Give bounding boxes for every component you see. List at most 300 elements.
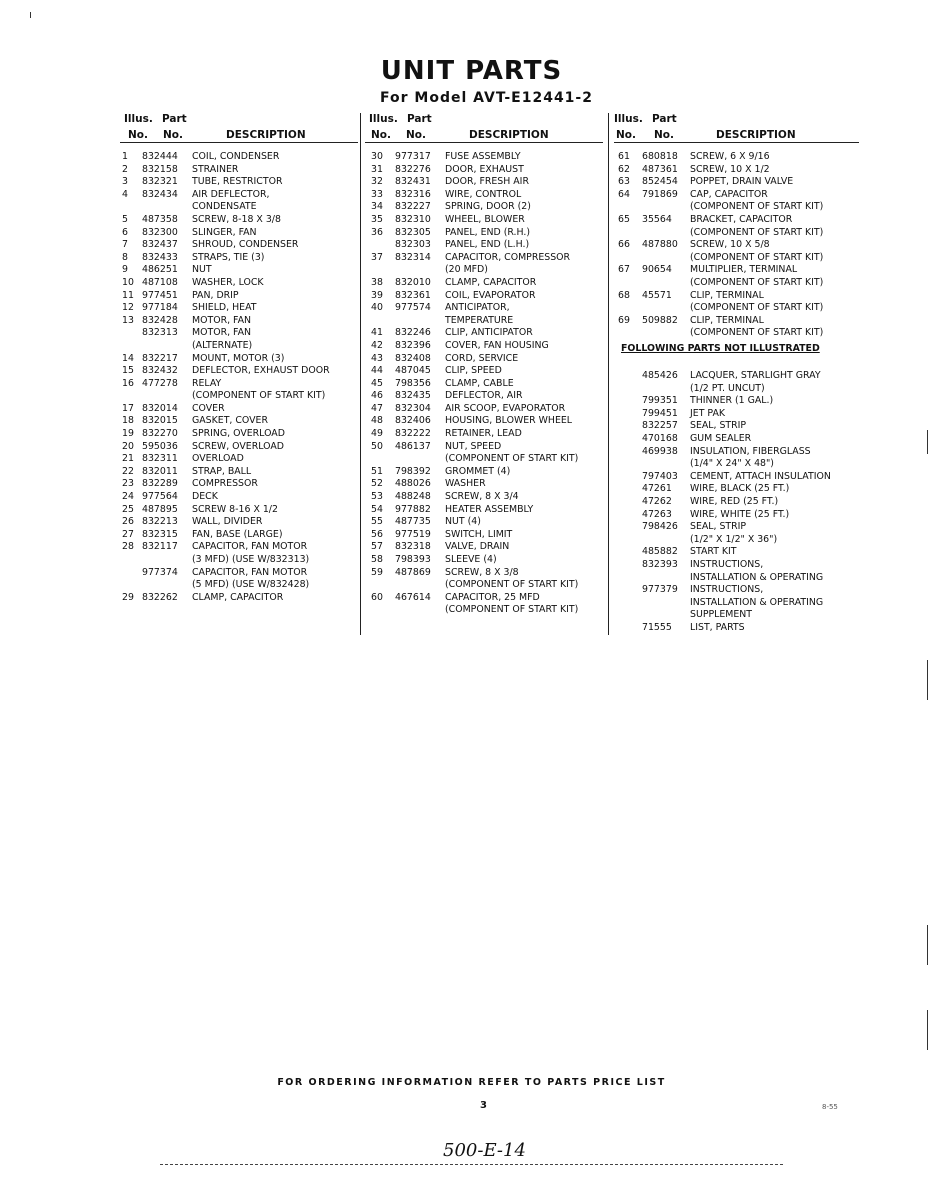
illus-number: 24	[122, 491, 134, 503]
illus-number: 1	[122, 151, 128, 162]
table-row	[614, 458, 859, 471]
part-number: 832305	[395, 226, 431, 238]
part-number: 832270	[142, 428, 178, 440]
table-row	[365, 227, 603, 240]
header-part-no: No.	[654, 129, 674, 141]
part-number: 488026	[395, 478, 431, 490]
part-description: (1/4" X 24" X 48")	[690, 458, 774, 470]
illus-number: 4	[122, 188, 128, 200]
part-number: 47262	[642, 495, 672, 507]
illus-number: 36	[371, 226, 383, 238]
part-description: DEFLECTOR, EXHAUST DOOR	[192, 365, 330, 377]
table-row	[614, 189, 859, 202]
illus-number: 34	[371, 201, 383, 213]
part-description: DEFLECTOR, AIR	[445, 390, 523, 402]
part-number: 832014	[142, 402, 178, 414]
part-description: INSULATION, FIBERGLASS	[690, 445, 811, 457]
part-description: (ALTERNATE)	[192, 339, 253, 351]
parts-rows	[365, 151, 603, 617]
illus-number: 33	[371, 188, 383, 200]
part-description: CORD, SERVICE	[445, 352, 519, 364]
illus-number: 10	[122, 276, 134, 288]
part-number: 487880	[642, 239, 678, 251]
part-number: 977574	[395, 302, 431, 314]
table-row	[614, 420, 859, 433]
part-number: 486137	[395, 440, 431, 452]
part-description: SPRING, DOOR (2)	[445, 201, 531, 213]
part-number: 798426	[642, 521, 678, 533]
part-description: DECK	[192, 491, 218, 503]
illus-number: 12	[122, 302, 134, 314]
part-description: CLAMP, CABLE	[445, 377, 514, 389]
table-row	[365, 302, 603, 315]
header-part-no: No.	[163, 129, 183, 141]
illus-number: 22	[122, 465, 134, 477]
part-number: 487358	[142, 213, 178, 225]
part-description: INSTALLATION & OPERATING	[690, 571, 824, 583]
bottom-dashed-rule	[160, 1164, 783, 1165]
table-row	[614, 597, 859, 610]
part-description: COVER, FAN HOUSING	[445, 339, 549, 351]
illus-number: 66	[618, 239, 630, 251]
illus-number: 17	[122, 402, 134, 414]
table-row	[614, 496, 859, 509]
illus-number: 8	[122, 251, 128, 263]
part-description: COIL, CONDENSER	[192, 151, 280, 162]
part-number: 470168	[642, 432, 678, 444]
table-row	[614, 408, 859, 421]
illus-number: 15	[122, 365, 134, 377]
header-illus: Illus.	[614, 113, 643, 125]
part-description: COVER	[192, 402, 225, 414]
table-row	[120, 378, 358, 391]
part-description: SLEEVE (4)	[445, 554, 497, 565]
table-row	[614, 584, 859, 597]
table-row	[614, 201, 859, 214]
illus-number: 2	[122, 163, 128, 175]
illus-number: 14	[122, 352, 134, 364]
illus-number: 3	[122, 176, 128, 188]
part-number: 977564	[142, 491, 178, 503]
part-number: 832257	[642, 420, 678, 432]
table-row	[365, 252, 603, 265]
illus-number: 29	[122, 591, 134, 603]
table-row	[365, 567, 603, 580]
table-row	[614, 264, 859, 277]
part-description: HEATER ASSEMBLY	[445, 503, 534, 515]
table-row	[365, 189, 603, 202]
table-row	[120, 315, 358, 328]
table-row	[614, 290, 859, 303]
table-row	[614, 521, 859, 534]
header-part: Part	[162, 113, 187, 125]
table-row	[365, 428, 603, 441]
illus-number: 50	[371, 440, 383, 452]
part-description: FUSE ASSEMBLY	[445, 151, 521, 162]
table-row	[614, 471, 859, 484]
part-description: INSTALLATION & OPERATING	[690, 596, 824, 608]
part-description: CAPACITOR, FAN MOTOR	[192, 541, 308, 553]
scan-mark	[30, 12, 31, 18]
illus-number: 39	[371, 289, 383, 301]
part-number: 487045	[395, 365, 431, 377]
part-number: 832314	[395, 251, 431, 263]
part-description: DOOR, EXHAUST	[445, 163, 524, 175]
part-description: WHEEL, BLOWER	[445, 213, 525, 225]
table-row	[365, 541, 603, 554]
part-number: 977374	[142, 566, 178, 578]
table-row	[120, 529, 358, 542]
illus-number: 27	[122, 528, 134, 540]
table-row	[120, 453, 358, 466]
table-row	[120, 428, 358, 441]
illus-number: 61	[618, 151, 630, 162]
part-number: 35564	[642, 213, 672, 225]
handwritten-note: 500-E-14	[443, 1140, 526, 1161]
header-part-no: No.	[406, 129, 426, 141]
illus-number: 13	[122, 314, 134, 326]
table-row	[120, 264, 358, 277]
table-row	[120, 403, 358, 416]
parts-rows	[614, 151, 859, 340]
part-number: 485426	[642, 370, 678, 381]
part-description: (1/2" X 1/2" X 36")	[690, 533, 778, 545]
part-description: AIR SCOOP, EVAPORATOR	[445, 402, 566, 414]
part-number: 832361	[395, 289, 431, 301]
part-number: 47261	[642, 483, 672, 495]
part-description: SCREW, 8 X 3/4	[445, 491, 519, 503]
part-number: 832117	[142, 541, 178, 553]
part-number: 832300	[142, 226, 178, 238]
illus-number: 16	[122, 377, 134, 389]
scan-mark	[927, 1010, 928, 1050]
table-row	[614, 433, 859, 446]
table-row	[365, 365, 603, 378]
part-description: LACQUER, STARLIGHT GRAY	[690, 370, 821, 381]
illus-number: 25	[122, 503, 134, 515]
illus-number: 26	[122, 516, 134, 528]
not-illustrated-heading: FOLLOWING PARTS NOT ILLUSTRATED	[621, 343, 820, 354]
part-number: 832315	[142, 528, 178, 540]
part-number: 798356	[395, 377, 431, 389]
table-row	[120, 164, 358, 177]
table-row	[120, 302, 358, 315]
illus-number: 48	[371, 415, 383, 427]
part-number: 832246	[395, 327, 431, 339]
table-row	[614, 214, 859, 227]
part-description: (COMPONENT OF START KIT)	[690, 302, 824, 314]
table-row	[120, 541, 358, 554]
part-description: (COMPONENT OF START KIT)	[445, 604, 579, 616]
part-number: 832444	[142, 151, 178, 162]
part-description: STRAINER	[192, 163, 239, 175]
column-header	[365, 113, 603, 143]
part-description: MOTOR, FAN	[192, 327, 252, 339]
part-description: COMPRESSOR	[192, 478, 258, 490]
part-description: (5 MFD) (USE W/832428)	[192, 579, 310, 591]
table-row	[120, 504, 358, 517]
part-number: 797403	[642, 470, 678, 482]
part-description: SCREW, 8 X 3/8	[445, 566, 519, 578]
table-row	[365, 353, 603, 366]
part-description: GASKET, COVER	[192, 415, 268, 427]
part-number: 977317	[395, 151, 431, 162]
table-row	[365, 491, 603, 504]
header-illus: Illus.	[369, 113, 398, 125]
part-description: LIST, PARTS	[690, 621, 745, 633]
illus-number: 6	[122, 226, 128, 238]
table-row	[120, 252, 358, 265]
part-description: DOOR, FRESH AIR	[445, 176, 529, 188]
part-number: 832010	[395, 276, 431, 288]
part-description: TEMPERATURE	[445, 314, 514, 326]
table-row	[614, 509, 859, 522]
table-row	[120, 151, 358, 164]
illus-number: 49	[371, 428, 383, 440]
part-number: 832428	[142, 314, 178, 326]
part-description: CLAMP, CAPACITOR	[192, 591, 284, 603]
part-description: GUM SEALER	[690, 432, 752, 444]
part-description: (COMPONENT OF START KIT)	[445, 579, 579, 591]
table-row	[365, 151, 603, 164]
corner-code: 8-55	[822, 1103, 838, 1111]
column-header	[614, 113, 859, 143]
part-number: 71555	[642, 621, 672, 633]
table-row	[365, 264, 603, 277]
part-description: ANTICIPATOR,	[445, 302, 510, 314]
part-number: 832262	[142, 591, 178, 603]
illus-number: 69	[618, 314, 630, 326]
part-number: 832227	[395, 201, 431, 213]
part-description: SCREW, 10 X 1/2	[690, 163, 770, 175]
table-row	[614, 164, 859, 177]
part-description: INSTRUCTIONS,	[690, 558, 764, 570]
table-row	[365, 378, 603, 391]
table-row	[614, 383, 859, 396]
part-description: PANEL, END (L.H.)	[445, 239, 530, 251]
part-description: MOUNT, MOTOR (3)	[192, 352, 285, 364]
illus-number: 9	[122, 264, 128, 276]
part-description: GROMMET (4)	[445, 465, 511, 477]
part-number: 487108	[142, 276, 178, 288]
part-number: 832437	[142, 239, 178, 251]
table-row	[365, 516, 603, 529]
table-row	[614, 572, 859, 585]
part-description: WIRE, WHITE (25 FT.)	[690, 508, 790, 520]
illus-number: 51	[371, 465, 383, 477]
illus-number: 21	[122, 453, 134, 465]
part-number: 832431	[395, 176, 431, 188]
illus-number: 67	[618, 264, 630, 276]
part-description: (COMPONENT OF START KIT)	[690, 201, 824, 213]
illus-number: 19	[122, 428, 134, 440]
illus-number: 32	[371, 176, 383, 188]
illus-number: 47	[371, 402, 383, 414]
part-number: 487361	[642, 163, 678, 175]
table-row	[365, 290, 603, 303]
illus-number: 38	[371, 276, 383, 288]
table-row	[120, 390, 358, 403]
part-number: 977451	[142, 289, 178, 301]
part-description: CAP, CAPACITOR	[690, 188, 768, 200]
illus-number: 53	[371, 491, 383, 503]
table-row	[614, 239, 859, 252]
illus-number: 40	[371, 302, 383, 314]
part-description: SHROUD, CONDENSER	[192, 239, 299, 251]
table-row	[120, 239, 358, 252]
table-row	[365, 201, 603, 214]
part-description: CAPACITOR, FAN MOTOR	[192, 566, 308, 578]
part-description: RETAINER, LEAD	[445, 428, 522, 440]
illus-number: 54	[371, 503, 383, 515]
part-number: 832433	[142, 251, 178, 263]
part-number: 977882	[395, 503, 431, 515]
illus-number: 45	[371, 377, 383, 389]
part-number: 977184	[142, 302, 178, 314]
part-description: (20 MFD)	[445, 264, 488, 276]
illus-number: 65	[618, 213, 630, 225]
part-number: 832313	[142, 327, 178, 339]
table-row	[365, 466, 603, 479]
part-description: WIRE, RED (25 FT.)	[690, 495, 779, 507]
part-number: 832316	[395, 188, 431, 200]
table-row	[365, 579, 603, 592]
part-description: SPRING, OVERLOAD	[192, 428, 285, 440]
part-number: 832289	[142, 478, 178, 490]
table-row	[120, 516, 358, 529]
part-description: CLIP, ANTICIPATOR	[445, 327, 533, 339]
table-row	[365, 529, 603, 542]
part-number: 509882	[642, 314, 678, 326]
part-description: RELAY	[192, 377, 222, 389]
illus-number: 55	[371, 516, 383, 528]
part-description: HOUSING, BLOWER WHEEL	[445, 415, 573, 427]
part-number: 832408	[395, 352, 431, 364]
parts-rows	[120, 151, 358, 604]
part-description: BRACKET, CAPACITOR	[690, 213, 793, 225]
illus-number: 46	[371, 390, 383, 402]
illus-number: 11	[122, 289, 134, 301]
part-description: OVERLOAD	[192, 453, 244, 465]
table-row	[614, 622, 859, 635]
table-row	[614, 395, 859, 408]
table-row	[120, 466, 358, 479]
part-description: THINNER (1 GAL.)	[690, 395, 774, 407]
header-description: DESCRIPTION	[226, 129, 306, 141]
table-row	[614, 483, 859, 496]
part-description: SCREW 8-16 X 1/2	[192, 503, 278, 515]
illus-number: 41	[371, 327, 383, 339]
part-description: WALL, DIVIDER	[192, 516, 263, 528]
part-description: AIR DEFLECTOR,	[192, 188, 270, 200]
table-row	[614, 176, 859, 189]
part-description: VALVE, DRAIN	[445, 541, 510, 553]
part-number: 90654	[642, 264, 672, 276]
table-row	[120, 227, 358, 240]
illus-number: 43	[371, 352, 383, 364]
table-row	[365, 176, 603, 189]
header-part: Part	[652, 113, 677, 125]
part-description: (3 MFD) (USE W/832313)	[192, 554, 310, 565]
part-description: CAPACITOR, 25 MFD	[445, 591, 540, 603]
table-row	[120, 290, 358, 303]
illus-number: 20	[122, 440, 134, 452]
part-description: PANEL, END (R.H.)	[445, 226, 531, 238]
illus-number: 23	[122, 478, 134, 490]
table-row	[120, 478, 358, 491]
header-rule	[614, 142, 859, 143]
table-row	[365, 239, 603, 252]
table-row	[365, 315, 603, 328]
part-number: 832321	[142, 176, 178, 188]
part-number: 45571	[642, 289, 672, 301]
part-number: 47263	[642, 508, 672, 520]
part-number: 799351	[642, 395, 678, 407]
scan-mark	[927, 925, 928, 965]
part-number: 487735	[395, 516, 431, 528]
part-number: 852454	[642, 176, 678, 188]
part-description: SCREW, 8-18 X 3/8	[192, 213, 281, 225]
part-number: 832303	[395, 239, 431, 251]
table-row	[365, 327, 603, 340]
column-divider	[360, 113, 361, 635]
part-number: 977519	[395, 528, 431, 540]
part-description: SWITCH, LIMIT	[445, 528, 513, 540]
part-description: CLAMP, CAPACITOR	[445, 276, 537, 288]
illus-number: 28	[122, 541, 134, 553]
table-row	[365, 504, 603, 517]
part-number: 832015	[142, 415, 178, 427]
header-illus: Illus.	[124, 113, 153, 125]
part-description: (COMPONENT OF START KIT)	[445, 453, 579, 465]
part-description: CEMENT, ATTACH INSULATION	[690, 470, 831, 482]
part-description: (COMPONENT OF START KIT)	[690, 251, 824, 263]
illus-number: 18	[122, 415, 134, 427]
illus-number: 7	[122, 239, 128, 251]
table-row	[365, 554, 603, 567]
illus-number: 44	[371, 365, 383, 377]
column-header	[120, 113, 358, 143]
part-description: STRAP, BALL	[192, 465, 252, 477]
part-number: 832435	[395, 390, 431, 402]
part-number: 487869	[395, 566, 431, 578]
part-description: (1/2 PT. UNCUT)	[690, 382, 765, 394]
illus-number: 57	[371, 541, 383, 553]
table-row	[120, 592, 358, 605]
part-description: SHIELD, HEAT	[192, 302, 257, 314]
part-number: 832406	[395, 415, 431, 427]
part-description: (COMPONENT OF START KIT)	[690, 276, 824, 288]
table-row	[614, 302, 859, 315]
part-description: SEAL, STRIP	[690, 420, 747, 432]
column-divider	[608, 113, 609, 635]
table-row	[365, 277, 603, 290]
part-number: 832434	[142, 188, 178, 200]
illus-number: 64	[618, 188, 630, 200]
part-description: SEAL, STRIP	[690, 521, 747, 533]
part-number: 832311	[142, 453, 178, 465]
part-number: 798392	[395, 465, 431, 477]
part-number: 487895	[142, 503, 178, 515]
illus-number: 68	[618, 289, 630, 301]
header-no: No.	[371, 129, 391, 141]
table-row	[614, 559, 859, 572]
part-number: 832213	[142, 516, 178, 528]
illus-number: 63	[618, 176, 630, 188]
table-row	[120, 277, 358, 290]
part-number: 832158	[142, 163, 178, 175]
ordering-footer: FOR ORDERING INFORMATION REFER TO PARTS PRICE LIST	[277, 1077, 666, 1088]
